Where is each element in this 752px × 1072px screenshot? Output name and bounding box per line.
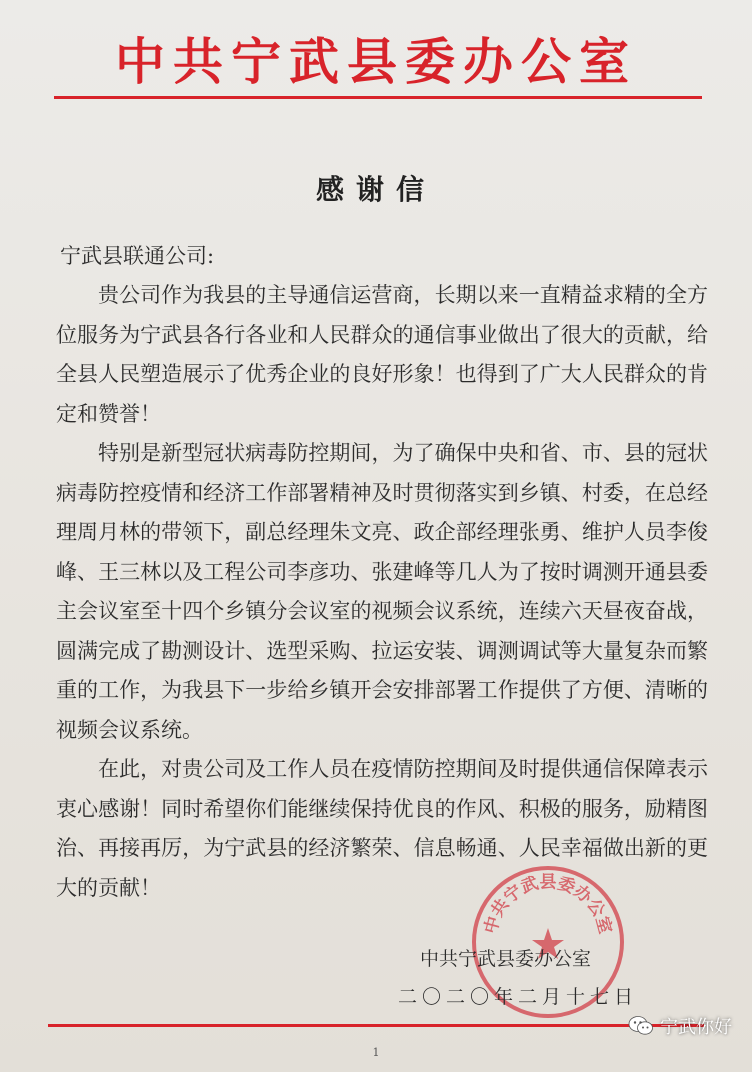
footer-rule — [48, 1024, 704, 1027]
paragraph-2: 特别是新型冠状病毒防控期间，为了确保中央和省、市、县的冠状病毒防控疫情和经济工作部署精神及时贯彻落实到乡镇、村委，在总经理周月林的带领下，副总经理朱文亮、政企部经理张勇、维护人员李俊峰、王三林以及工程公司李彦功、张建峰等几人为了按时调测开通县委主会议室至十四个乡镇分会议室的视频会议系统，连续六天昼夜奋战，圆满完成了勘测设计、选型采购、拉运安装、调测调试等大量复杂而繁重的工作，为我县下一步给乡镇开会安排部署工作提供了方便、清晰的视频会议系统。 — [56, 441, 708, 742]
document-title: 感谢信 — [315, 173, 436, 206]
signature: 中共宁武县委办公室 — [420, 948, 592, 970]
letterhead-rule-top — [54, 96, 702, 99]
letter-body — [56, 276, 708, 908]
wechat-icon — [628, 1015, 654, 1037]
paragraph-3: 在此，对贵公司及工作人员在疫情防控期间及时提供通信保障表示衷心感谢！同时希望你们能继续保持优良的作风、积极的服务，励精图治、再接再厉，为宁武县的经济繁荣、信息畅通、人民幸福做出新的更大的贡献！ — [56, 757, 708, 900]
salutation: 宁武县联通公司: — [60, 244, 215, 268]
page-number: 1 — [372, 1046, 380, 1059]
seal-text: 中共宁武县委办公室 — [481, 872, 615, 936]
watermark — [628, 1012, 732, 1040]
paragraph-1: 贵公司作为我县的主导通信运营商，长期以来一直精益求精的全方位服务为宁武县各行各业和人民群众的通信事业做出了很大的贡献，给全县人民塑造展示了优秀企业的良好形象！也得到了广大人民群众的肯定和赞誉！ — [56, 283, 708, 426]
watermark-text: 宁武你好 — [660, 1017, 732, 1038]
letterhead-title: 中共宁武县委办公室 — [115, 33, 637, 91]
svg-text:中共宁武县委办公室 — [480, 873, 616, 936]
date: 二〇二〇年二月十七日 — [398, 986, 639, 1008]
